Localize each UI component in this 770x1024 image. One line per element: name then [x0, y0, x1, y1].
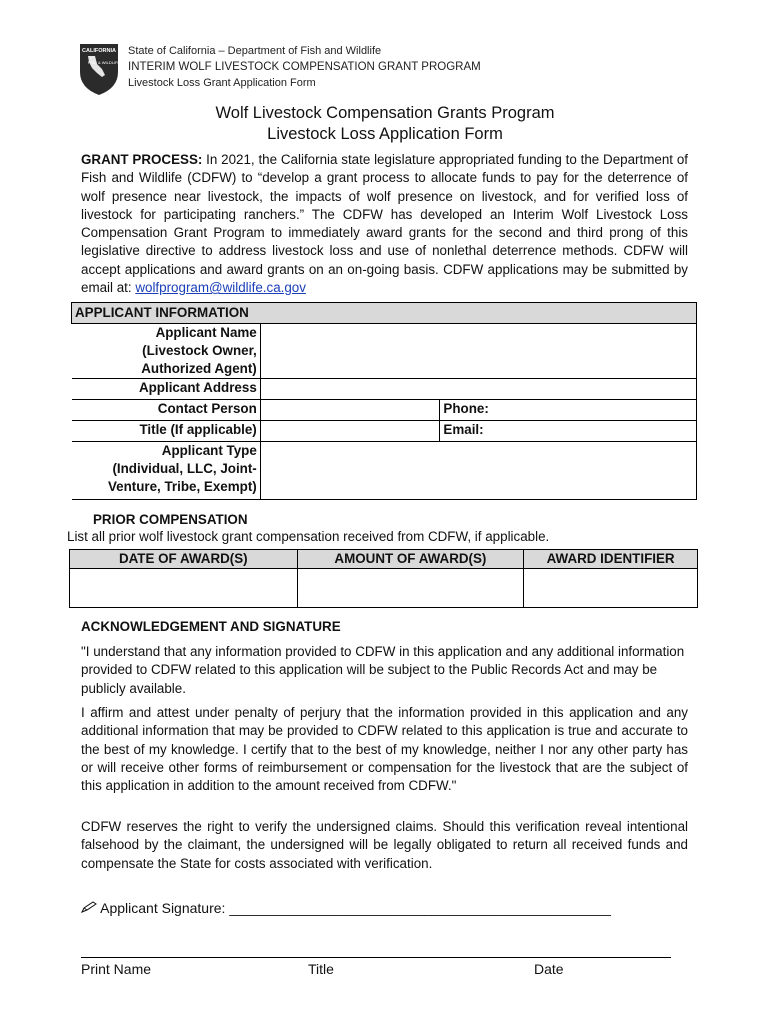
- cdfw-logo: [78, 42, 120, 96]
- applicant-information-table: [71, 302, 697, 500]
- page-title-line-2: Livestock Loss Application Form: [267, 125, 503, 143]
- page-title-line-1: Wolf Livestock Compensation Grants Program: [215, 104, 555, 122]
- applicant-address-field[interactable]: [260, 379, 696, 400]
- amount-of-award-field[interactable]: [297, 569, 524, 608]
- award-identifier-field[interactable]: [524, 569, 698, 608]
- header-line-1: State of California – Department of Fish and Wildlife: [128, 45, 382, 57]
- pencil-icon: [81, 900, 97, 916]
- header-line-2: INTERIM WOLF LIVESTOCK COMPENSATION GRANT PROGRAM: [128, 61, 481, 73]
- print-line[interactable]: [81, 957, 671, 958]
- prior-compensation-header: PRIOR COMPENSATION: [93, 512, 248, 527]
- signature-line[interactable]: [81, 900, 611, 916]
- signature-underline: _________________________________________________: [229, 900, 611, 916]
- logo-text-mid: FISH & WILDLIFE: [87, 60, 120, 65]
- phone-label: Phone:: [443, 401, 489, 416]
- acknowledgement-paragraph-1: "I understand that any information provided to CDFW in this application and any additional information provided to CDFW related to this application will be subject to the Public Records Act and may be publicly available.: [81, 644, 685, 696]
- date-label: Date: [534, 961, 564, 977]
- applicant-information-header: APPLICANT INFORMATION: [72, 303, 697, 324]
- prior-compensation-instruction: List all prior wolf livestock grant compensation received from CDFW, if applicable.: [67, 529, 550, 544]
- applicant-name-field[interactable]: [260, 324, 696, 379]
- grant-process-paragraph: [81, 151, 688, 297]
- program-email-link[interactable]: wolfprogram@wildlife.ca.gov: [135, 280, 306, 296]
- acknowledgement-paragraph-2: I affirm and attest under penalty of perjury that the information provided in this application and any additional information that may be provided to CDFW related to this application is true and accurate to the best of my knowledge. I certify that to the best of my knowledge, neither I nor any other party has or will receive other forms of reimbursement or compensation for the livestock that are the subject of this application in addition to the amount received from CDFW.": [81, 705, 688, 794]
- award-identifier-column: AWARD IDENTIFIER: [524, 550, 698, 569]
- email-label: Email:: [443, 422, 484, 437]
- contact-person-label: Contact Person: [72, 400, 261, 421]
- phone-field[interactable]: [440, 400, 697, 421]
- logo-text-top: CALIFORNIA: [82, 48, 116, 54]
- title-label: Title (If applicable): [72, 421, 261, 442]
- applicant-address-label: Applicant Address: [72, 379, 261, 400]
- prior-compensation-table: [69, 549, 698, 608]
- acknowledgement-paragraph-3: CDFW reserves the right to verify the undersigned claims. Should this verification reveal intentional falsehood by the claimant, the undersigned will be legally obligated to return all received funds and compensate the State for costs associated with verification.: [81, 819, 688, 871]
- contact-person-field[interactable]: [260, 400, 440, 421]
- applicant-name-label: Applicant Name (Livestock Owner, Authorized Agent): [72, 324, 261, 379]
- date-of-award-column: DATE OF AWARD(S): [70, 550, 298, 569]
- print-title-label: Title: [308, 961, 334, 977]
- email-field[interactable]: [440, 421, 697, 442]
- applicant-type-label: Applicant Type (Individual, LLC, Joint- Venture, Tribe, Exempt): [72, 442, 261, 500]
- grant-process-label: GRANT PROCESS:: [81, 152, 203, 167]
- acknowledgement-header: ACKNOWLEDGEMENT AND SIGNATURE: [81, 619, 341, 634]
- header-line-3: Livestock Loss Grant Application Form: [128, 77, 316, 89]
- signature-label: Applicant Signature:: [100, 900, 230, 916]
- grant-process-text: In 2021, the California state legislature appropriated funding to the Department of Fish and Wildlife (CDFW) to “develop a grant process to allocate funds to pay for the deterrence of wolf presence near livestock, the impacts of wolf presence on livestock, and for verified loss of livestock for participating ranchers.” The CDFW has developed an Interim Wolf Livestock Loss Compensation Grant Program to immediately award grants for the second and third prong of this legislative directive to address livestock loss and use of nonlethal deterrence methods. CDFW will accept applications and award grants on an on-going basis. CDFW applications may be submitted by email at:: [81, 152, 688, 296]
- date-of-award-field[interactable]: [70, 569, 298, 608]
- amount-of-award-column: AMOUNT OF AWARD(S): [297, 550, 524, 569]
- print-name-label: Print Name: [81, 961, 152, 977]
- applicant-type-field[interactable]: [260, 442, 696, 500]
- title-field[interactable]: [260, 421, 440, 442]
